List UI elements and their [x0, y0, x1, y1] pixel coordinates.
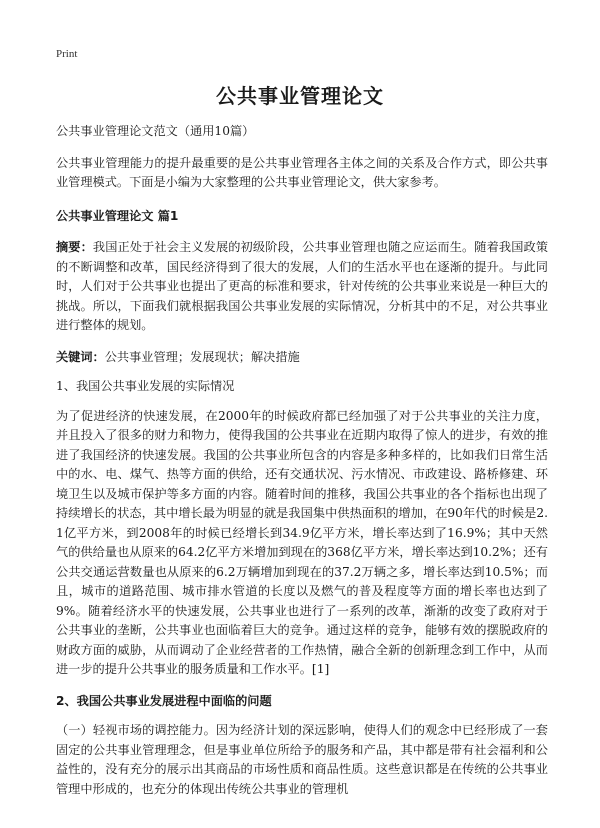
document-title: 公共事业管理论文 — [216, 84, 384, 108]
body-paragraph-1: 为了促进经济的快速发展，在2000年的时候政府都已经加强了对于公共事业的关注力度，并且投入了很多的财力和物力，使得我国的公共事业在近期内取得了惊人的进步，有效的推进了我国经济的快速发展。我国的公共事业所包含的内容是多种多样的，比如我们日常生活中的水、电、煤气、热等方面的供给，还有交通状况、污水情况、市政建设、路桥修建、环境卫生以及城市保护等多方面的内容。随着时间的推移，我国公共事业的各个指标也出现了持续增长的状态，其中增长最为明显的就是我国集中供热面积的增加，在90年代的时候是2.1亿平方米，到2008年的时候已经增长到34.9亿平方米，增长率达到了16.9%；其中天然气的供给量也从原来的64.2亿平方米增加到现在的368亿平方米，增长率达到10.2%；还有公共交通运营数量也从原来的6.2万辆增加到现在的37.2万辆之多，增长率达到10.5%；而且，城市的道路范围、城市排水管道的长度以及燃气的普及程度等方面的增长率也达到了9%。随着经济水平的快速发展，公共事业也进行了一系列的改革，渐渐的改变了政府对于公共事业的垄断，公共事业也面临着巨大的竞争。通过这样的竞争，能够有效的摆脱政府的财政方面的威胁，从而调动了企业经营者的工作热情，融合全新的创新理念到工作中，从而进一步的提升公共事业的服务质量和工作水平。[1] — [56, 408, 548, 676]
keywords-label: 关键词： — [56, 349, 105, 364]
subheading-1: 1、我国公共事业发展的实际情况 — [56, 379, 235, 393]
section-title-2: 2、我国公共事业发展进程中面临的问题 — [56, 693, 272, 708]
keywords-text: 公共事业管理；发展现状；解决措施 — [104, 349, 300, 364]
print-label: Print — [56, 48, 78, 60]
section-title-1: 公共事业管理论文 篇1 — [56, 208, 179, 223]
intro-paragraph: 公共事业管理能力的提升最重要的是公共事业管理各主体之间的关系及合作方式，即公共事业管理模式。下面是小编为大家整理的公共事业管理论文，供大家参考。 — [56, 155, 548, 189]
abstract-text: 我国正处于社会主义发展的初级阶段，公共事业管理也随之应运而生。随着我国政策的不断调整和改革，国民经济得到了很大的发展，人们的生活水平也在逐渐的提升。与此同时，人们对于公共事业也提出了更高的标准和要求，针对传统的公共事业来说是一种巨大的挑战。所以，下面我们就根据我国公共事业发展的实际情况，分析其中的不足，对公共事业进行整体的规划。 — [56, 240, 549, 332]
abstract-paragraph — [56, 238, 548, 336]
keywords-paragraph — [56, 348, 548, 368]
document-body — [56, 122, 548, 811]
body-paragraph-2: （一）轻视市场的调控能力。因为经济计划的深远影响，使得人们的观念中已经形成了一套固定的公共事业管理理念，但是事业单位所给予的服务和产品，其中都是带有社会福利和公益性的，没有充分的展示出其商品的市场性质和商品性质。这些意识都是在传统的公共事业管理中形成的，也充分的体现出传统公共事业的管理机 — [56, 723, 548, 796]
document-subtitle: 公共事业管理论文范文（通用10篇） — [56, 124, 255, 138]
abstract-label: 摘要： — [56, 240, 93, 254]
